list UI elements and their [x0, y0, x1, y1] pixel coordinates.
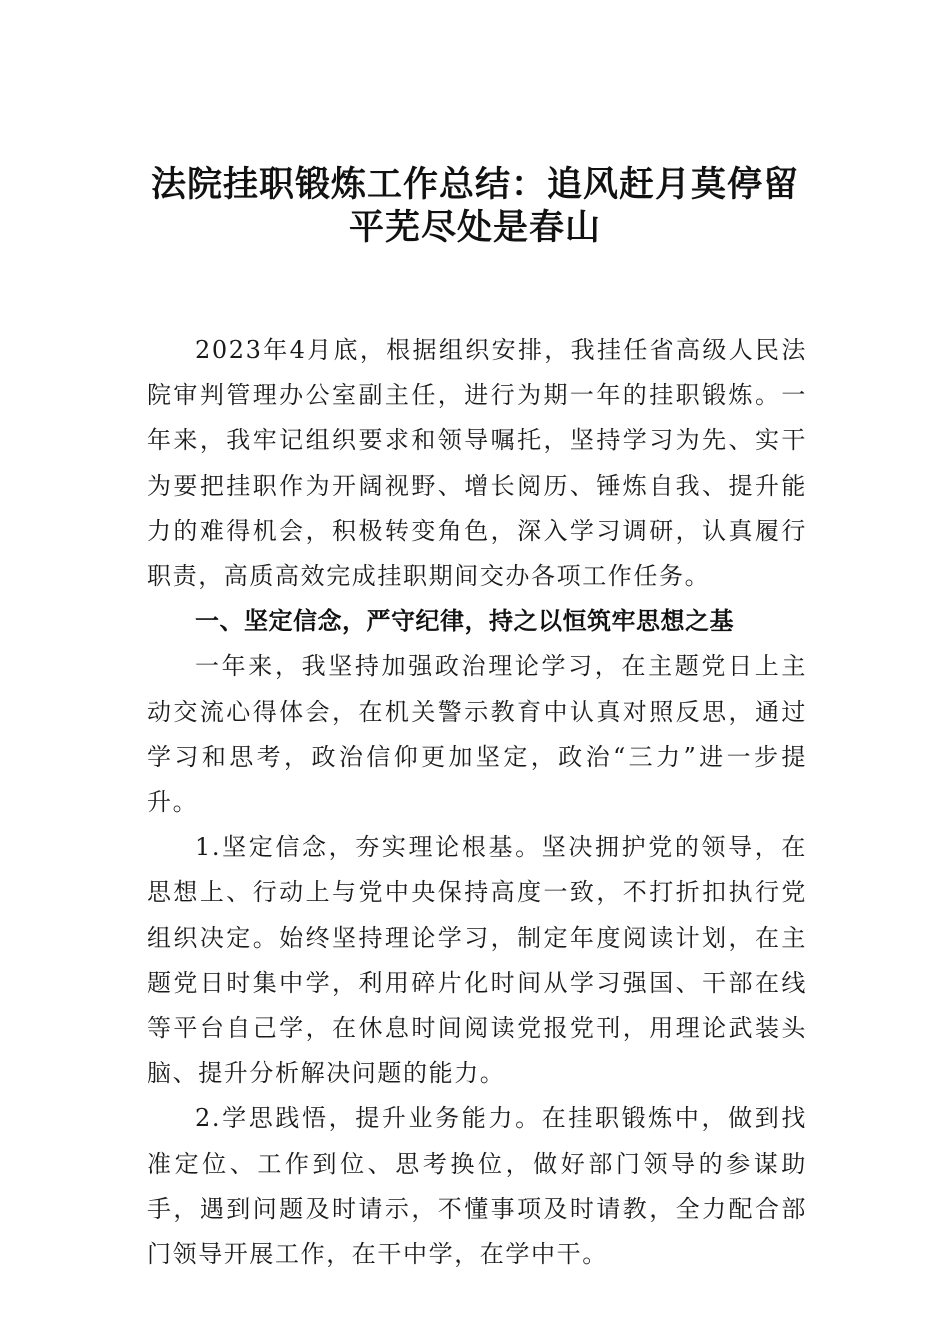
document-title-line-1: 法院挂职锻炼工作总结：追风赶月莫停留 [150, 164, 799, 205]
section-heading-1: 一、坚定信念，严守纪律，持之以恒筑牢思想之基 [195, 607, 734, 636]
intro-paragraph: 2023年4月底，根据组织安排，我挂任省高级人民法院审判管理办公室副主任，进行为期一年的挂职锻炼。一年来，我牢记组织要求和领导嘱托，坚持学习为先、实干为要把挂职作为开阔视野、增长阅历、锤炼自我、提升能力的难得机会，积极转变角色，深入学习调研，认真履行职责，高质高效完成挂职期间交办各项工作任务。 [147, 336, 807, 591]
section-1-paragraph: 一年来，我坚持加强政治理论学习，在主题党日上主动交流心得体会，在机关警示教育中认真对照反思，通过学习和思考，政治信仰更加坚定，政治“三力”进一步提升。 [147, 652, 807, 817]
document-body [147, 328, 807, 1277]
point-1-paragraph: 1.坚定信念，夯实理论根基。坚决拥护党的领导，在思想上、行动上与党中央保持高度一致，不打折扣执行党组织决定。始终坚持理论学习，制定年度阅读计划，在主题党日时集中学，利用碎片化时间从学习强国、干部在线等平台自己学，在休息时间阅读党报党刊，用理论武装头脑、提升分析解决问题的能力。 [147, 833, 807, 1088]
document-title-line-2: 平芜尽处是春山 [348, 207, 601, 248]
point-2-paragraph: 2.学思践悟，提升业务能力。在挂职锻炼中，做到找准定位、工作到位、思考换位，做好部门领导的参谋助手，遇到问题及时请示，不懂事项及时请教，全力配合部门领导开展工作，在干中学，在学中干。 [147, 1104, 807, 1269]
